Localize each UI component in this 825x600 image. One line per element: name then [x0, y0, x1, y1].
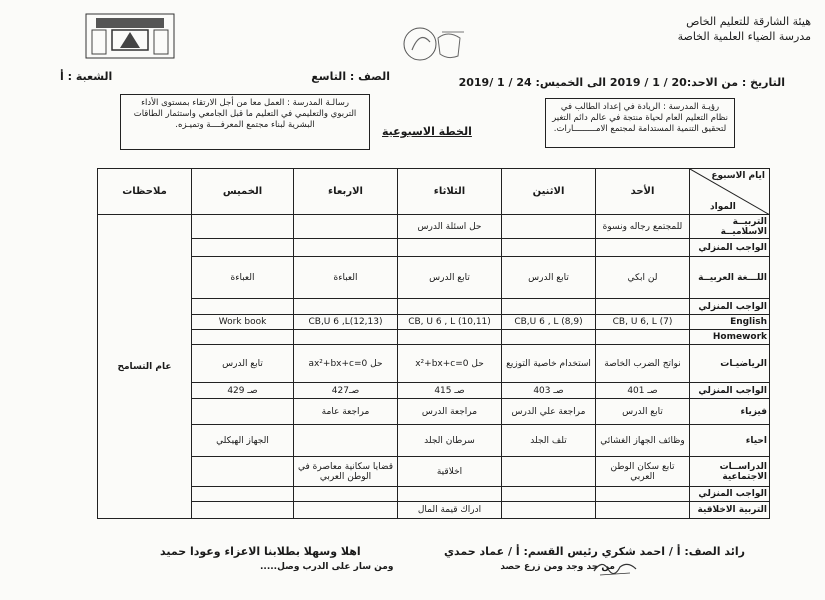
weekly-plan-table — [97, 168, 770, 519]
plan-cell — [398, 487, 502, 502]
date-range: التاريخ : من الاحد:20 / 1 / 2019 الى الخميس: 24 / 1 /2019 — [458, 76, 785, 89]
day-header: الاثنين — [502, 169, 596, 215]
plan-cell: نواتج الضرب الخاصة — [596, 345, 690, 383]
corner-header — [690, 169, 770, 215]
plan-cell — [294, 487, 398, 502]
proverb-1: من جد وجد ومن زرع حصد — [500, 562, 615, 572]
signature — [590, 555, 640, 579]
subject-label: التربية الاخلاقية — [690, 502, 770, 519]
school-header — [678, 14, 811, 44]
plan-cell — [502, 299, 596, 315]
plan-cell: CB, U 6 , L (10,11) — [398, 315, 502, 330]
day-header: الاربعاء — [294, 169, 398, 215]
plan-cell — [294, 299, 398, 315]
table-row — [98, 345, 770, 383]
subject-label: Homework — [690, 330, 770, 345]
plan-cell — [294, 239, 398, 257]
tolerance-year-logo — [398, 20, 470, 64]
subject-label: اللـــغة العربيــة — [690, 257, 770, 299]
subject-label: الواجب المنزلي — [690, 239, 770, 257]
subject-label: التربيــة الاسلاميــة — [690, 215, 770, 239]
table-row — [98, 457, 770, 487]
table-row — [98, 330, 770, 345]
plan-cell — [596, 299, 690, 315]
school-logo — [84, 12, 176, 60]
plan-cell: تابع الدرس — [502, 257, 596, 299]
day-header: الثلاثاء — [398, 169, 502, 215]
subject-label: الواجب المنزلي — [690, 383, 770, 399]
plan-cell: حل اسئلة الدرس — [398, 215, 502, 239]
plan-cell — [502, 330, 596, 345]
plan-cell: وظائف الجهاز الغشائي — [596, 425, 690, 457]
plan-cell — [502, 457, 596, 487]
plan-cell: للمجتمع رجاله ونسوة — [596, 215, 690, 239]
plan-cell: العباءة — [294, 257, 398, 299]
school-vision-box: رؤيـة المدرسة : الريادة في إعداد الطالب في نظام التعليم العام لحياة منتجة في عالم دائم التغير لتحقيق التنمية المستدامة لمجتمع الامـــــــــارات. — [545, 98, 735, 148]
plan-cell — [192, 239, 294, 257]
class-info — [60, 70, 390, 83]
table-row — [98, 215, 770, 239]
plan-cell: حل x²+bx+c=0 — [398, 345, 502, 383]
plan-cell: Work book — [192, 315, 294, 330]
plan-cell: صـ427 — [294, 383, 398, 399]
subject-label: الواجب المنزلي — [690, 299, 770, 315]
plan-cell — [294, 215, 398, 239]
plan-cell — [294, 425, 398, 457]
plan-cell: صـ 403 — [502, 383, 596, 399]
school-mission-box: رسالـة المدرسة : العمل معا من أجل الارتقاء بمستوى الأداء التربوي والتعليمي في التعليم ما قبل الجامعي واستثمار الطاقات البشرية لبناء مجتمع المعرفــــة وتميـزه. — [120, 94, 370, 150]
plan-cell: قضايا سكانية معاصرة في الوطن العربي — [294, 457, 398, 487]
proverb-2: ومن سار على الدرب وصل..... — [260, 562, 394, 572]
grade-label: الصف : التاسع — [311, 70, 390, 83]
plan-cell — [398, 299, 502, 315]
welcome-line: اهلا وسهلا بطلابنا الاعزاء وعودا حميد — [160, 545, 361, 558]
plan-cell — [502, 487, 596, 502]
plan-cell — [192, 299, 294, 315]
plan-cell — [398, 239, 502, 257]
plan-cell: ادراك قيمة المال — [398, 502, 502, 519]
subject-label: فيزياء — [690, 399, 770, 425]
plan-cell: تلف الجلد — [502, 425, 596, 457]
section-label: الشعبة : أ — [60, 70, 113, 83]
plan-cell: الجهاز الهيكلي — [192, 425, 294, 457]
plan-cell — [596, 239, 690, 257]
table-row — [98, 257, 770, 299]
plan-cell — [192, 330, 294, 345]
plan-cell — [192, 399, 294, 425]
plan-cell — [192, 502, 294, 519]
page-title: الخطة الاسبوعية — [382, 125, 472, 138]
class-leader-line: رائد الصف: أ / احمد شكري رئيس القسم: أ / عماد حمدي — [443, 545, 745, 558]
corner-subjects-label: المواد — [710, 202, 736, 212]
subject-label: الدراســات الاجتماعية — [690, 457, 770, 487]
plan-cell: مراجعة الدرس — [398, 399, 502, 425]
plan-cell: CB, U 6, L (7) — [596, 315, 690, 330]
plan-cell — [596, 502, 690, 519]
table-row — [98, 383, 770, 399]
footer-main — [160, 545, 745, 558]
plan-cell: تابع الدرس — [192, 345, 294, 383]
table-row — [98, 315, 770, 330]
plan-cell — [596, 487, 690, 502]
plan-cell — [502, 215, 596, 239]
notes-cell: عام التسامح — [98, 215, 192, 519]
plan-cell: لن ابكي — [596, 257, 690, 299]
plan-cell — [294, 502, 398, 519]
plan-cell — [294, 330, 398, 345]
plan-cell: صـ 415 — [398, 383, 502, 399]
plan-cell: اخلاقية — [398, 457, 502, 487]
table-row — [98, 487, 770, 502]
plan-cell: استخدام خاصية التوزيع — [502, 345, 596, 383]
table-row — [98, 399, 770, 425]
plan-cell — [502, 502, 596, 519]
corner-days-label: ايام الاسبوع — [711, 171, 765, 181]
plan-cell: حل ax²+bx+c=0 — [294, 345, 398, 383]
plan-cell — [192, 457, 294, 487]
plan-cell — [502, 239, 596, 257]
footer-proverbs — [260, 562, 615, 572]
day-header: الخميس — [192, 169, 294, 215]
subject-label: English — [690, 315, 770, 330]
table-row — [98, 299, 770, 315]
plan-cell: سرطان الجلد — [398, 425, 502, 457]
plan-cell: تابع الدرس — [398, 257, 502, 299]
plan-cell: صـ 429 — [192, 383, 294, 399]
plan-cell: تابع سكان الوطن العربي — [596, 457, 690, 487]
plan-cell: CB,U 6 ,L(12,13) — [294, 315, 398, 330]
plan-cell — [192, 487, 294, 502]
plan-cell — [398, 330, 502, 345]
subject-label: الواجب المنزلي — [690, 487, 770, 502]
plan-cell: صـ 401 — [596, 383, 690, 399]
plan-cell: تابع الدرس — [596, 399, 690, 425]
table-row — [98, 502, 770, 519]
school-name: مدرسة الضياء العلمية الخاصة — [677, 30, 811, 43]
subject-label: الرياضيـات — [690, 345, 770, 383]
plan-cell: العباءة — [192, 257, 294, 299]
table-header-row — [98, 169, 770, 215]
table-row — [98, 239, 770, 257]
plan-cell: مراجعة علي الدرس — [502, 399, 596, 425]
authority-name: هيئة الشارقة للتعليم الخاص — [686, 15, 811, 28]
plan-cell: مراجعة عامة — [294, 399, 398, 425]
plan-cell: CB,U 6 , L (8,9) — [502, 315, 596, 330]
subject-label: احياء — [690, 425, 770, 457]
notes-header: ملاحظات — [98, 169, 192, 215]
plan-cell — [596, 330, 690, 345]
plan-cell — [192, 215, 294, 239]
day-header: الأحد — [596, 169, 690, 215]
table-row — [98, 425, 770, 457]
